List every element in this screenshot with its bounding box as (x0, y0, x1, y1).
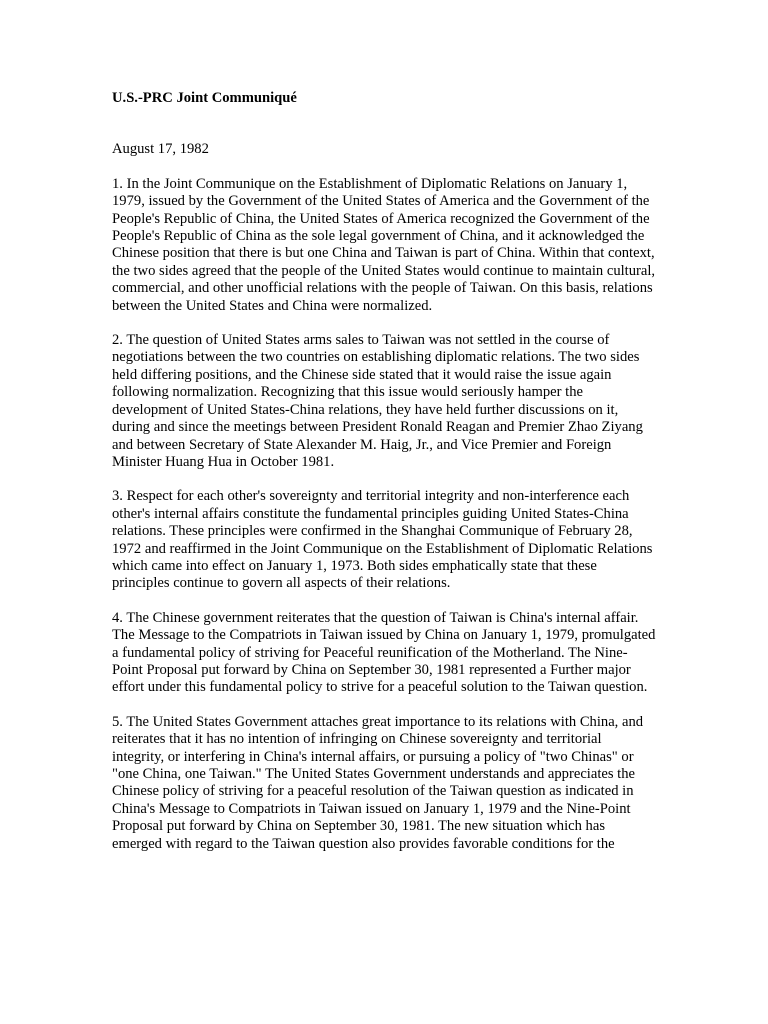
paragraph-1: 1. In the Joint Communique on the Establishment of Diplomatic Relations on January 1, 1979, issued by the Government of the United States of America and the Government of the People's Republic of China, the United States of America recognized the Government of the People's Republic of China as the sole legal government of China, and it acknowledged the Chinese position that there is but one China and Taiwan is part of China. Within that context, the two sides agreed that the people of the United States would continue to maintain cultural, commercial, and other unofficial relations with the people of Taiwan. On this basis, relations between the United States and China were normalized. (112, 175, 656, 314)
paragraph-5: 5. The United States Government attaches great importance to its relations with China, and reiterates that it has no intention of infringing on Chinese sovereignty and territorial integrity, or interfering in China's internal affairs, or pursuing a policy of "two Chinas" or "one China, one Taiwan." The United States Government understands and appreciates the Chinese policy of striving for a peaceful resolution of the Taiwan question as indicated in China's Message to Compatriots in Taiwan issued on January 1, 1979 and the Nine-Point Proposal put forward by China on September 30, 1981. The new situation which has emerged with regard to the Taiwan question also provides favorable conditions for the (112, 713, 644, 852)
document-date: August 17, 1982 (112, 141, 209, 158)
paragraph-2: 2. The question of United States arms sales to Taiwan was not settled in the course of negotiations between the two countries on establishing diplomatic relations. The two sides held differing positions, and the Chinese side stated that it would raise the issue again following normalization. Recognizing that this issue would seriously hamper the development of United States-China relations, they have held further discussions on it, during and since the meetings between President Ronald Reagan and Premier Zhao Ziyang and between Secretary of State Alexander M. Haig, Jr., and Vice Premier and Foreign Minister Huang Hua in October 1981. (112, 332, 643, 470)
paragraph-4: 4. The Chinese government reiterates that the question of Taiwan is China's internal affair. The Message to the Compatriots in Taiwan issued by China on January 1, 1979, promulgated a fundamental policy of striving for Peaceful reunification of the Motherland. The Nine-Point Proposal put forward by China on September 30, 1981 represented a Further major effort under this fundamental policy to strive for a peaceful solution to the Taiwan question. (112, 609, 656, 696)
document-title: U.S.-PRC Joint Communiqué (112, 90, 297, 106)
paragraph-3: 3. Respect for each other's sovereignty and territorial integrity and non-interference each other's internal affairs constitute the fundamental principles guiding United States-China relations. These principles were confirmed in the Shanghai Communique of February 28, 1972 and reaffirmed in the Joint Communique on the Establishment of Diplomatic Relations which came into effect on January 1, 1973. Both sides emphatically state that these principles continue to govern all aspects of their relations. (112, 488, 653, 592)
document-body (112, 90, 657, 853)
